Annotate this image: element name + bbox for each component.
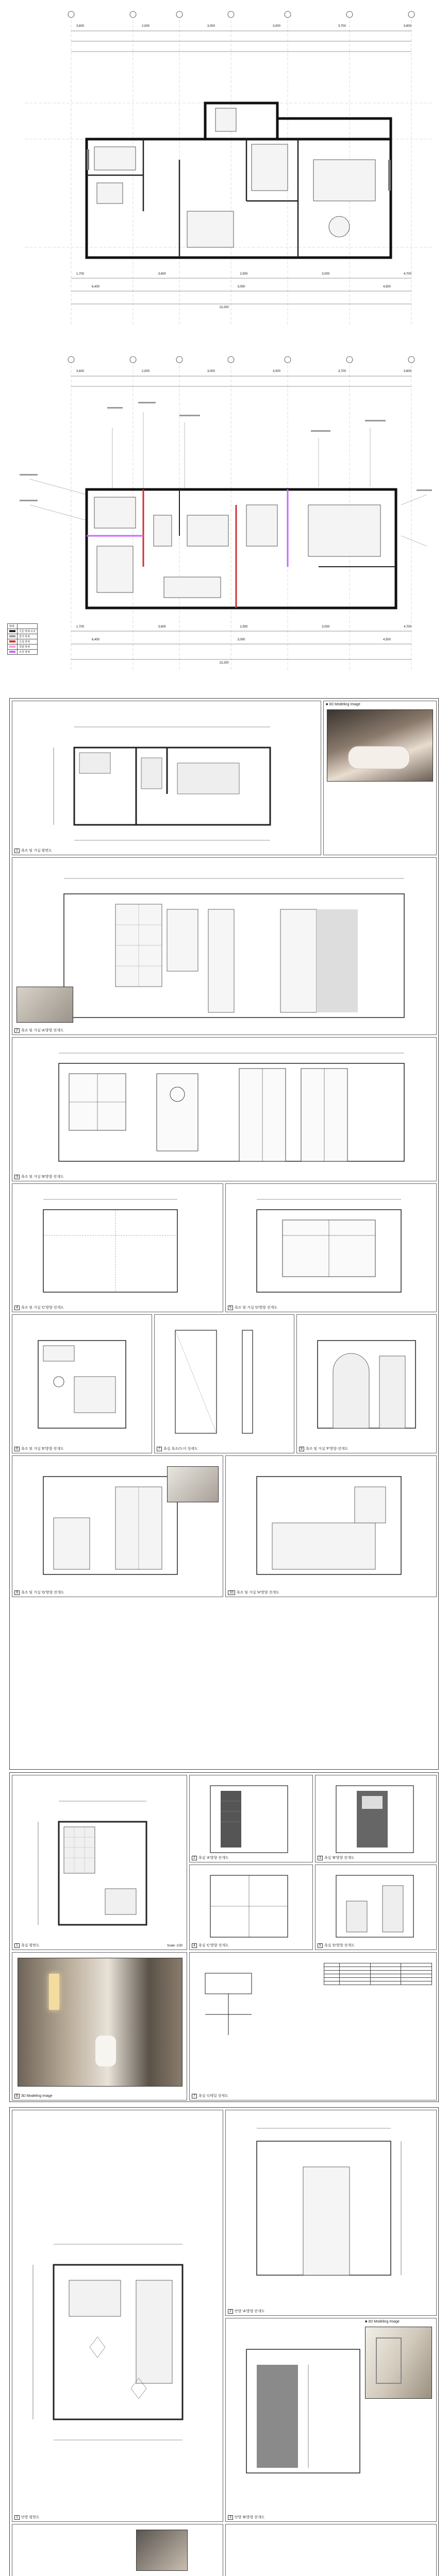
dim-overall: 13,200 bbox=[219, 662, 229, 665]
dim-bottom-1: 1,700 bbox=[76, 273, 85, 276]
dim-bottom-3: 2,500 bbox=[240, 273, 248, 276]
panel-a2-elevation bbox=[12, 857, 437, 1035]
elevation-f-drawing bbox=[297, 1315, 437, 1453]
panel-c4-elevation bbox=[12, 2524, 223, 2576]
legend-label: 신설 벽체 bbox=[18, 639, 38, 645]
caption-number: 5 bbox=[318, 1943, 323, 1948]
section-b-sheet bbox=[9, 1772, 439, 2102]
panel-c5-elevation bbox=[225, 2524, 437, 2576]
caption-text: 욕조 및 거실 'C'방향 전개도 bbox=[21, 1306, 64, 1310]
dim-top-6: 3,800 bbox=[403, 25, 411, 28]
elevation-h-drawing bbox=[226, 1456, 437, 1597]
panel-c3-elevation bbox=[225, 2318, 437, 2522]
bathroom-elevation-d-drawing bbox=[316, 1865, 437, 1950]
bathroom-detail-drawing bbox=[190, 1953, 313, 2081]
caption-number: 8 bbox=[299, 1447, 304, 1451]
section-c-sheet bbox=[9, 2107, 439, 2576]
caption-number: 9 bbox=[14, 1590, 20, 1595]
caption-text: 욕조 및 거실 'D'방향 전개도 bbox=[234, 1306, 278, 1310]
dim-bottom2-2: 3,000 bbox=[237, 285, 245, 289]
caption-text: 욕조 및 거실 'E'방향 전개도 bbox=[21, 1447, 64, 1451]
door-detail-drawing bbox=[155, 1315, 294, 1453]
render-image-bedroom-2 bbox=[136, 2530, 188, 2571]
dim-bottom-2: 3,600 bbox=[158, 625, 166, 629]
legend-label: 범례 bbox=[8, 624, 18, 629]
caption-text: 욕실 'A'방향 전개도 bbox=[198, 1856, 229, 1860]
dim-bottom-5: 4,700 bbox=[403, 625, 411, 629]
dim-bottom2-3: 4,500 bbox=[383, 638, 391, 641]
panel-c2-elevation bbox=[225, 2110, 437, 2316]
caption-number: 3 bbox=[14, 1175, 20, 1179]
panel-a5-elevation bbox=[225, 1183, 437, 1312]
panel-c1-plan bbox=[12, 2110, 223, 2522]
panel-a7-detail bbox=[154, 1314, 294, 1453]
caption-text: 안방 평면도 bbox=[21, 2516, 40, 2519]
caption-text: 욕실 욕조/도어 상세도 bbox=[163, 1447, 198, 1451]
caption-text: 욕조 및 거실 'B'방향 전개도 bbox=[21, 1175, 64, 1179]
panel-a4-elevation bbox=[12, 1183, 223, 1312]
caption-number: 4 bbox=[14, 1306, 20, 1310]
dim-top-4: 3,000 bbox=[272, 25, 280, 28]
panel-b6-render bbox=[12, 1952, 187, 2100]
bedroom-elevation-a-drawing bbox=[226, 2110, 437, 2316]
dim-overall: 13,200 bbox=[219, 306, 229, 309]
finish-schedule-table bbox=[324, 1963, 432, 1985]
legend-label: 조적 벽체 bbox=[18, 650, 38, 655]
elevation-a-drawing bbox=[12, 858, 437, 1035]
caption-text: 욕조 및 거실 'H'방향 전개도 bbox=[236, 1591, 279, 1595]
floor-plan-proposed-sheet bbox=[9, 350, 439, 690]
dim-top-5: 3,700 bbox=[338, 370, 346, 373]
caption-text: 욕실 'D'방향 전개도 bbox=[324, 1944, 355, 1947]
panel-b3-elevation bbox=[315, 1775, 437, 1862]
bedroom-elevation-c-drawing bbox=[12, 2524, 223, 2576]
caption-number: 7 bbox=[157, 1447, 162, 1451]
dim-bottom2-1: 6,400 bbox=[92, 638, 100, 641]
caption-number: 10 bbox=[228, 1590, 235, 1595]
elevation-d-drawing bbox=[226, 1184, 437, 1312]
caption-text: 안방 'B'방향 전개도 bbox=[234, 2516, 265, 2519]
caption-text: 3D Modeling Image bbox=[21, 2094, 53, 2098]
caption-text: 욕조 및 거실 'F'방향 전개도 bbox=[305, 1447, 349, 1451]
panel-a6-elevation bbox=[12, 1314, 152, 1453]
caption-text: 욕실 'C'방향 전개도 bbox=[198, 1944, 229, 1947]
caption-text: 안방 'A'방향 전개도 bbox=[234, 2310, 265, 2313]
render-image-living bbox=[16, 987, 73, 1023]
dim-bottom-5: 4,700 bbox=[403, 273, 411, 276]
dim-bottom-3: 2,500 bbox=[240, 625, 248, 629]
dim-top-2: 2,000 bbox=[141, 25, 150, 28]
dim-top-5: 3,700 bbox=[338, 25, 346, 28]
bathroom-elevation-a-drawing bbox=[190, 1775, 313, 1862]
dim-bottom2-3: 4,500 bbox=[383, 285, 391, 289]
caption-number: 7 bbox=[192, 2094, 197, 2098]
panel-a9-elevation bbox=[12, 1455, 223, 1597]
dim-bottom-4: 3,000 bbox=[322, 625, 330, 629]
legend-label: 기존 벽체 유지 bbox=[18, 629, 38, 634]
bathroom-elevation-b-drawing bbox=[316, 1775, 437, 1862]
caption-number: 2 bbox=[192, 1856, 197, 1860]
caption-text: 욕조 및 거실 평면도 bbox=[21, 849, 52, 853]
caption-number: 1 bbox=[14, 1943, 20, 1948]
panel-a10-elevation bbox=[225, 1455, 437, 1597]
dim-bottom-4: 3,000 bbox=[322, 273, 330, 276]
section-a-sheet bbox=[9, 698, 439, 1770]
caption-number: 2 bbox=[14, 1028, 20, 1033]
panel-a3-elevation bbox=[12, 1037, 437, 1181]
caption-number: 6 bbox=[14, 2094, 20, 2098]
dim-top-2: 2,000 bbox=[141, 370, 150, 373]
bathroom-elevation-c-drawing bbox=[190, 1865, 313, 1950]
caption-text: 욕조 및 거실 'G'방향 전개도 bbox=[21, 1591, 64, 1595]
dim-top-3: 3,000 bbox=[207, 370, 215, 373]
panel-b1-plan bbox=[12, 1775, 187, 1950]
caption-number: 1 bbox=[14, 849, 20, 853]
legend-label: 경량 벽체 bbox=[18, 645, 38, 650]
caption-number: 3 bbox=[228, 2515, 233, 2520]
dim-bottom-2: 3,600 bbox=[158, 273, 166, 276]
caption-text: 욕실 'B'방향 전개도 bbox=[324, 1856, 355, 1860]
bathroom-plan-drawing bbox=[12, 1775, 187, 1950]
render-title: ■ 3D Modeling Image bbox=[326, 703, 360, 706]
caption-text: 욕실 디테일 상세도 bbox=[198, 2094, 228, 2098]
dim-top-4: 3,000 bbox=[272, 370, 280, 373]
render-title: ■ 3D Modeling Image bbox=[365, 2320, 400, 2324]
caption-number: 3 bbox=[318, 1856, 323, 1860]
elevation-c-drawing bbox=[12, 1184, 223, 1312]
elevation-b-drawing bbox=[12, 1038, 437, 1181]
caption-number: 6 bbox=[14, 1447, 20, 1451]
render-image-bathroom-2 bbox=[167, 1466, 219, 1502]
elevation-e-drawing bbox=[12, 1315, 152, 1453]
bedroom-plan-drawing bbox=[12, 2110, 223, 2522]
caption-number: 5 bbox=[228, 1306, 233, 1310]
caption-text: 욕실 평면도 bbox=[21, 1944, 40, 1947]
scale-label: Scale: 1/30 bbox=[167, 1944, 182, 1947]
plan-drawing bbox=[12, 701, 321, 855]
panel-a1-render bbox=[323, 701, 437, 855]
dim-bottom-1: 1,700 bbox=[76, 625, 85, 629]
render-image-bedroom bbox=[365, 2327, 432, 2399]
panel-b2-elevation bbox=[189, 1775, 313, 1862]
dim-top-1: 3,600 bbox=[76, 25, 85, 28]
caption-number: 4 bbox=[192, 1943, 197, 1948]
bedroom-elevation-d-drawing bbox=[226, 2524, 437, 2576]
caption-number: 2 bbox=[228, 2309, 233, 2314]
legend-label: 철거 벽체 bbox=[18, 634, 38, 639]
dim-top-6: 3,800 bbox=[403, 370, 411, 373]
panel-a8-elevation bbox=[296, 1314, 437, 1453]
wall-legend bbox=[7, 623, 38, 655]
dim-bottom2-2: 3,000 bbox=[237, 638, 245, 641]
panel-b5-elevation bbox=[315, 1865, 437, 1950]
panel-a1-plan bbox=[12, 701, 321, 855]
panel-b4-elevation bbox=[189, 1865, 313, 1950]
render-image-bathroom-3 bbox=[18, 1958, 182, 2087]
caption-text: 욕조 및 거실 'A'방향 전개도 bbox=[21, 1029, 64, 1032]
dim-bottom2-1: 6,400 bbox=[92, 285, 100, 289]
render-image-bathroom bbox=[327, 709, 433, 782]
dim-top-3: 3,000 bbox=[207, 25, 215, 28]
floor-plan-existing-sheet bbox=[9, 5, 439, 335]
caption-number: 1 bbox=[14, 2515, 20, 2520]
panel-b7-detail bbox=[189, 1952, 437, 2100]
dim-top-1: 3,600 bbox=[76, 370, 85, 373]
